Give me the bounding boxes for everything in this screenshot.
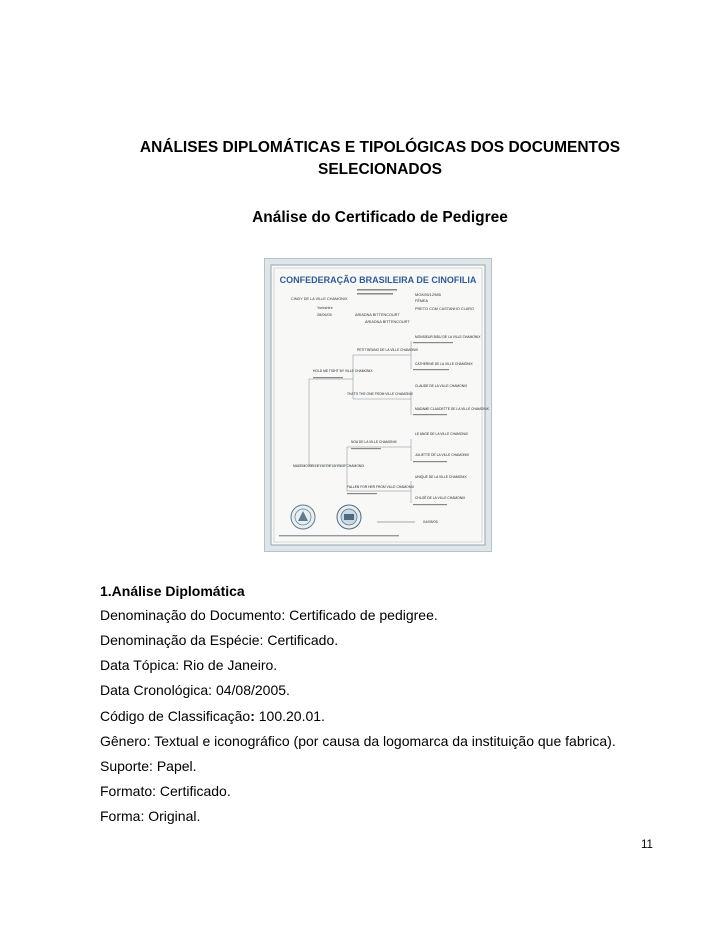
certificate-issue-date: 04/08/05 [423, 520, 438, 524]
field-label: Formato: [100, 783, 157, 799]
field-label: Data Cronológica: [100, 682, 213, 698]
ancestor-entry: MADAME CLAUDETTE DE LA VILLE CHAMONIX [415, 407, 489, 411]
ancestor-entry: THAT'S THE ONE FROM VILLE CHAMONIX [347, 392, 413, 396]
document-subtitle: Análise do Certificado de Pedigree [252, 209, 508, 226]
pedigree-certificate-image [264, 258, 492, 552]
certificate-registration: MGK05/12985 [415, 292, 441, 297]
field-label: Data Tópica: [100, 657, 180, 673]
field-value: Certificado. [156, 783, 231, 799]
certificate-breeder: ARIADNA BITTENCOURT [355, 313, 400, 317]
certificate-seal-left [291, 505, 315, 529]
field-value: 04/08/2005. [212, 682, 290, 698]
field-label: Suporte: [100, 758, 153, 774]
ancestor-entry: LE ANGE DE LA VILLE CHAMONIX [415, 432, 468, 436]
certificate-seal-right [337, 505, 361, 529]
document-title [100, 137, 660, 181]
ancestor-entry: PETIT BRUNO DE LA VILLE CHAMONIX [357, 348, 418, 352]
ancestor-entry: CATHERINE DE LA VILLE CHAMONIX [415, 362, 473, 366]
section-heading: 1.Análise Diplomática [100, 583, 245, 599]
ancestor-entry: MONSIEUR BIDU DE LA VILLE CHAMONIX [415, 335, 481, 339]
field-value: Rio de Janeiro. [179, 657, 278, 673]
document-title-line2: SELECIONADOS [317, 161, 442, 178]
certificate-birth-date: 28/06/05 [317, 313, 332, 317]
ancestor-entry: MADEMOISELLE LILI DE LA VILLE CHAMONIX [293, 464, 365, 468]
certificate-drawing [265, 259, 491, 551]
ancestor-entry: NOA DE LA VILLE CHAMONIX [351, 440, 397, 444]
field-value: Certificado de pedigree. [285, 607, 438, 623]
field-value: Original. [144, 808, 201, 824]
field-label: Forma: [100, 808, 145, 824]
ancestor-entry: CLAUDE DE LA VILLE CHAMONIX [415, 384, 468, 388]
field-value: Textual e iconográfico (por causa da logomarca da instituição que fabrica). [150, 733, 616, 749]
document-title-line1: ANÁLISES DIPLOMÁTICAS E TIPOLÓGICAS DOS DOCUMENTOS [139, 139, 621, 156]
field-format [100, 783, 231, 799]
ancestor-entry: HOLD ME TIGHT BY VILLE CHAMONIX [313, 369, 373, 373]
certificate-sex: FÊMEA [415, 299, 429, 303]
field-topical-date [100, 657, 277, 673]
field-species-name [100, 632, 338, 648]
field-document-name [100, 607, 438, 623]
ancestor-entry: CHLOÉ DE LA VILLE CHAMONIX [415, 496, 466, 500]
certificate-breed: Yorkshire [317, 306, 333, 310]
certificate-owner: ARIADNA BITTENCOURT [365, 320, 410, 324]
field-form [100, 808, 200, 824]
certificate-dog-name: CINDY DE LA VILLE CHAMONIX [291, 297, 348, 301]
ancestor-entry: UNIQUE DE LA VILLE CHAMONIX [415, 475, 467, 479]
field-chronological-date [100, 682, 290, 698]
field-label: Gênero: [100, 733, 151, 749]
page-number: 11 [641, 839, 653, 851]
ancestor-entry: FALLEN FOR HER FROM VILLE CHAMONIX [347, 485, 415, 489]
certificate-header: CONFEDERAÇÃO BRASILEIRA DE CINOFILIA [279, 275, 477, 285]
field-value: Certificado. [263, 632, 339, 648]
ancestor-entry: JULIETTE DE LA VILLE CHAMONIX [415, 453, 470, 457]
field-colon: : [250, 708, 255, 724]
certificate-footer-text [279, 535, 399, 536]
field-label: Código de Classificação [100, 708, 251, 724]
field-value: 100.20.01. [254, 708, 325, 724]
field-genre [100, 733, 616, 749]
field-label: Denominação da Espécie: [100, 632, 264, 648]
field-label: Denominação do Documento: [100, 607, 286, 623]
field-value: Papel. [152, 758, 197, 774]
field-support [100, 758, 197, 774]
certificate-color: PRETO COM CASTANHO CLARO [415, 307, 474, 311]
field-classification-code [100, 708, 325, 724]
